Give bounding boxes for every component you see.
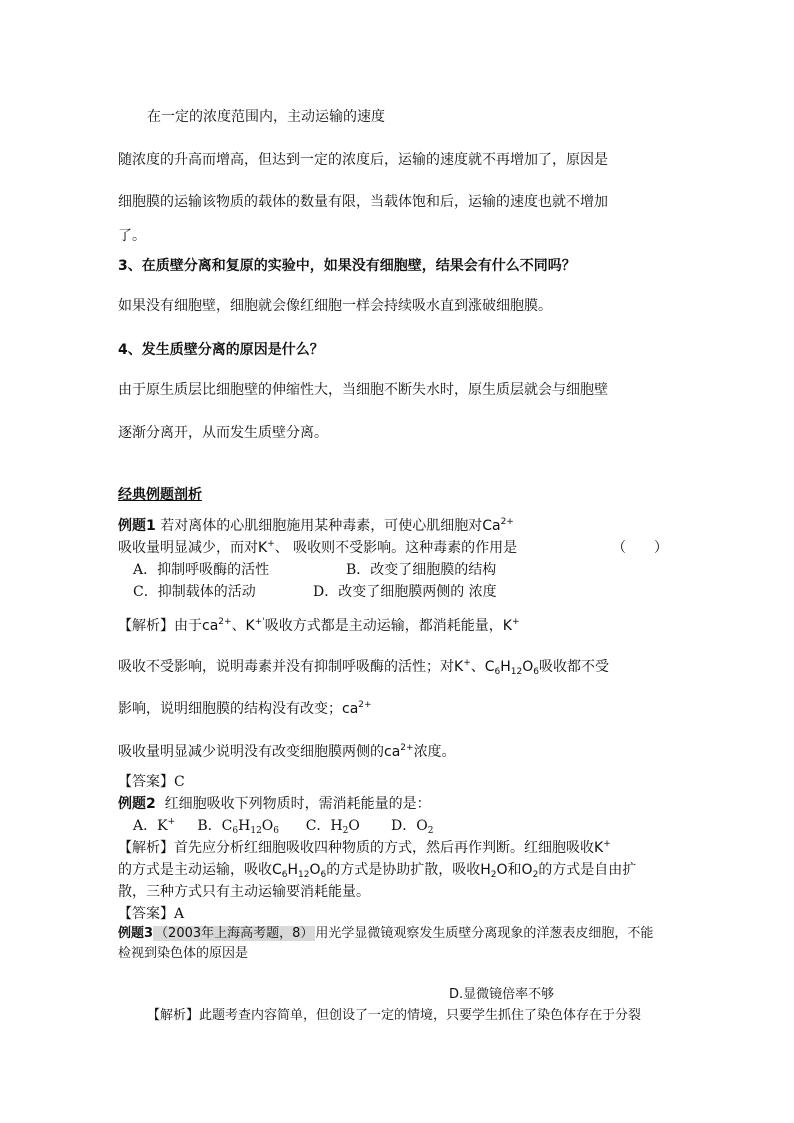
example-2-analysis-line1 xyxy=(118,839,611,857)
para1-line3: 细胞膜的运输该物质的载体的数量有限，当载体饱和后，运输的速度也就不增加 xyxy=(118,194,608,210)
ex1-ana4b: 浓度。 xyxy=(413,744,456,760)
example-1-stem-line1 xyxy=(118,517,514,535)
sup-plus: + xyxy=(267,539,275,549)
example-2-option-c: C．$H_2O$ xyxy=(305,818,360,836)
example-1-option-c: C．抑制载体的活动 xyxy=(133,584,256,600)
analysis-label: 【解析】 xyxy=(118,840,174,856)
para1-line1: 在一定的浓度范围内，主动运输的速度 xyxy=(147,109,385,125)
question-4-answer-line1: 由于原生质层比细胞壁的伸缩性大，当细胞不断失水时，原生质层就会与细胞壁 xyxy=(118,382,608,398)
example-1-option-d: D．改变了细胞膜两侧的 浓度 xyxy=(313,584,497,600)
question-3-title: 3、在质壁分离和复原的实验中，如果没有细胞壁，结果会有什么不同吗？ xyxy=(118,258,576,274)
sup-plus-quote: +' xyxy=(254,617,265,627)
example-3-analysis: 【解析】此题考查内容简单，但创设了一定的情境，只要学生抓住了染色体存在于分裂 xyxy=(147,1008,642,1023)
ex2-ana2a: 的方式是主动运输，吸收C xyxy=(118,862,282,878)
example-2-option-d: D．$O_2$ xyxy=(391,818,434,836)
question-3-answer: 如果没有细胞壁，细胞就会像红细胞一样会持续吸水直到涨破细胞膜。 xyxy=(118,298,552,314)
example-2-analysis-line3: 散，三种方式只有主动运输要消耗能量。 xyxy=(118,884,370,900)
ex2-ana2d: 的方式是自由扩 xyxy=(538,862,637,878)
sup-plus: + xyxy=(511,617,520,627)
sup-plus: + xyxy=(603,839,611,849)
example-1-analysis-line1 xyxy=(118,617,520,635)
h-char: H xyxy=(500,659,511,675)
para1-line4: 了。 xyxy=(118,228,146,244)
ex1-ana2b: 、C xyxy=(470,659,495,675)
ex1-ana2c: 吸收都不受 xyxy=(539,659,609,675)
ex1-ana1a: 由于ca xyxy=(174,618,219,634)
analysis-label: 【解析】 xyxy=(118,618,174,634)
example-1-answer: 【答案】C xyxy=(118,774,185,790)
example-1-stem1: 若对离体的心肌细胞施用某种毒素，可使心肌细胞对Ca xyxy=(160,518,501,534)
example-3-option-d: D.显微镜倍率不够 xyxy=(449,987,555,1002)
example-2-stem-text: 红细胞吸收下列物质时，需消耗能量的是： xyxy=(164,796,431,812)
sup-2plus: 2+ xyxy=(500,517,514,527)
example-1-analysis-line3 xyxy=(118,700,372,718)
example-1-option-b: B．改变了细胞膜的结构 xyxy=(346,562,497,578)
example-2-label: 例题2 xyxy=(118,796,156,812)
sub-6: 6 xyxy=(533,667,539,677)
ex2-ana2b: 的方式是协助扩散，吸收H xyxy=(326,862,491,878)
example-1-label: 例题1 xyxy=(118,518,156,534)
ex2-ana1: 首先应分析红细胞吸收四种物质的方式，然后再作判断。红细胞吸收K xyxy=(174,840,604,856)
example-2-answer: 【答案】A xyxy=(118,906,185,922)
example-2-analysis-line2: 的方式是主动运输，吸收$C_6H_{12}O_6$的方式是协助扩散，吸收$H_2O$和$O_2$的方式是自由扩 xyxy=(118,862,637,880)
example-1-analysis-line2 xyxy=(118,658,609,676)
example-3-stem-line2: 检视到染色体的原因是 xyxy=(118,946,249,961)
example-1-bracket: （ ） xyxy=(612,540,668,556)
sup-2plus: 2+ xyxy=(400,743,414,753)
ex1-ana3a: 影响，说明细胞膜的结构没有改变；ca xyxy=(118,701,359,717)
example-2-option-b: B．$C_6H_{12}O_6$ xyxy=(197,818,280,836)
sup-plus: + xyxy=(463,658,471,668)
example-2-stem xyxy=(118,795,431,813)
ex1-ana1b: 、K xyxy=(231,618,255,634)
example-1-stem2a: 吸收量明显减少，而对K xyxy=(118,540,268,556)
example-1-stem2b: 、 吸收则不受影响。这种毒素的作用是 xyxy=(274,540,518,556)
example-3-stem-line1 xyxy=(118,925,653,943)
example-3-stem1: 用光学显微镜观察发生质壁分离现象的洋葱表皮细胞，不能 xyxy=(315,926,654,941)
sub-12: 12 xyxy=(510,667,523,677)
example-3-source: （2003年上海高考题，8） xyxy=(155,926,314,941)
example-2-options xyxy=(133,817,433,835)
section-title: 经典例题剖析 xyxy=(118,487,202,503)
example-3-label: 例题3 xyxy=(118,926,154,941)
sub-6: 6 xyxy=(494,667,501,677)
question-4-answer-line2: 逐渐分离开，从而发生质壁分离。 xyxy=(118,425,328,441)
example-2-option-a: A．K+ xyxy=(133,817,176,834)
ex1-ana4a: 吸收量明显减少说明没有改变细胞膜两侧的ca xyxy=(118,744,401,760)
ex2-ana2c: O和O xyxy=(496,862,533,878)
para1-line2: 随浓度的升高而增高，但达到一定的浓度后，运输的速度就不再增加了，原因是 xyxy=(118,152,608,168)
example-1-analysis-line4 xyxy=(118,743,456,761)
example-1-option-a: A．抑制呼吸酶的活性 xyxy=(133,562,270,578)
example-1-stem-line2 xyxy=(118,539,517,557)
question-4-title: 4、发生质壁分离的原因是什么？ xyxy=(118,342,324,358)
ex1-ana1c: 吸收方式都是主动运输，都消耗能量，K xyxy=(264,618,512,634)
ex1-ana2a: 吸收不受影响，说明毒素并没有抑制呼吸酶的活性；对K xyxy=(118,659,464,675)
o-char: O xyxy=(522,659,534,675)
sup-2plus: 2+ xyxy=(218,617,232,627)
sup-2plus: 2+ xyxy=(358,700,372,710)
